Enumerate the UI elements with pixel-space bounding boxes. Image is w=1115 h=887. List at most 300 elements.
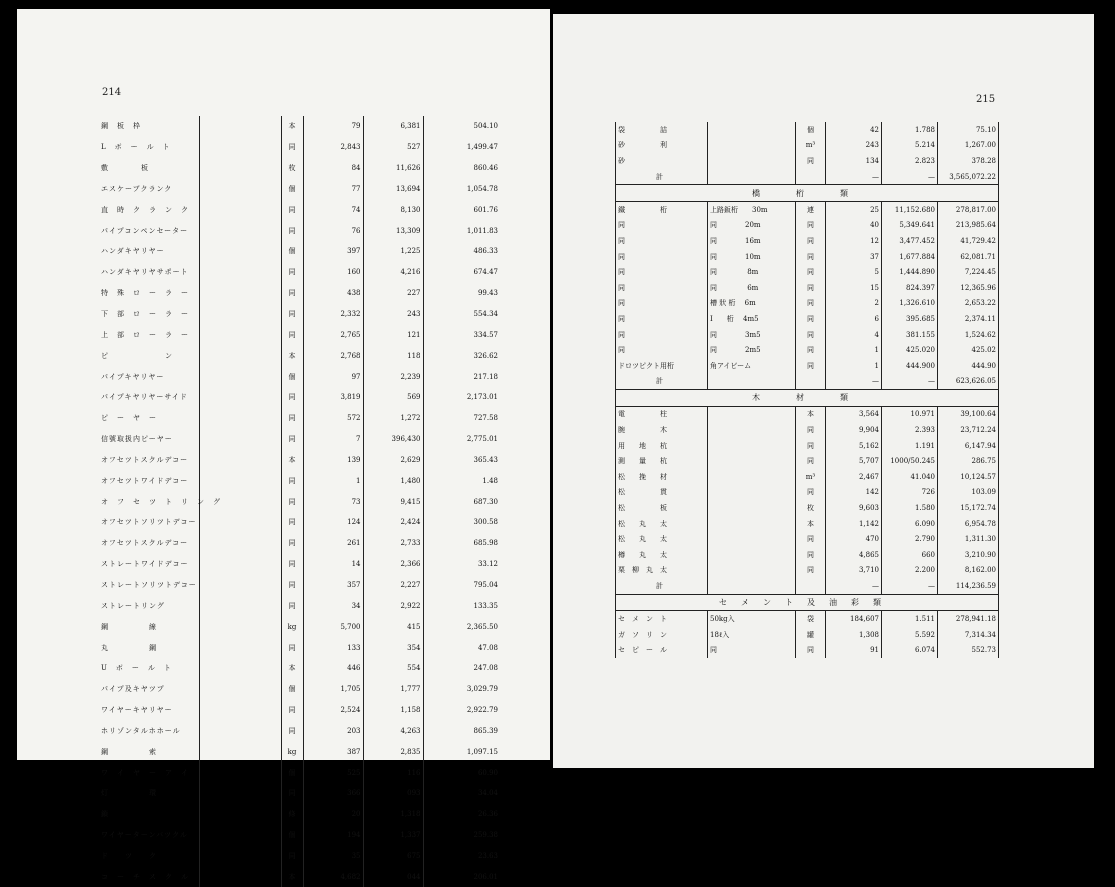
item-name: オフセツトワイドデコー [99, 470, 199, 491]
quantity: 438 [303, 283, 363, 304]
amount: 795.04 [423, 575, 500, 596]
section-header: 橋 桁 類 [616, 185, 999, 202]
quantity: 1,705 [303, 679, 363, 700]
unit: 個 [796, 122, 826, 138]
unit: 同 [796, 327, 826, 343]
unit-price: 444.900 [882, 358, 938, 374]
table-row [99, 512, 500, 533]
item-name: 上 部 ロ ー ラ ー [99, 324, 199, 345]
unit: 同 [281, 554, 303, 575]
unit-price: 6,381 [363, 116, 423, 137]
item-name: 同 [616, 342, 708, 358]
quantity: 142 [826, 485, 882, 501]
amount: 133.35 [423, 595, 500, 616]
item-name: 電 柱 [616, 406, 708, 422]
quantity: 37 [826, 249, 882, 265]
unit-price: 41.040 [882, 469, 938, 485]
amount: 1,054.78 [423, 179, 500, 200]
unit: 本 [281, 345, 303, 366]
spec [708, 169, 796, 185]
item-name: ピ ー ヤ ー [99, 408, 199, 429]
unit-price: 2,239 [363, 366, 423, 387]
table-row [616, 563, 999, 579]
spacer-cell [199, 783, 281, 804]
unit-price: 1,272 [363, 408, 423, 429]
item-name: 砂 利 [616, 138, 708, 154]
quantity: 3,710 [826, 563, 882, 579]
spec [708, 153, 796, 169]
amount: 7,224.45 [938, 264, 999, 280]
spec: 同 10m [708, 249, 796, 265]
unit: 個 [281, 679, 303, 700]
amount: 60.90 [423, 762, 500, 783]
table-row [99, 866, 500, 887]
item-name: 松 丸 太 [616, 516, 708, 532]
table-row [616, 249, 999, 265]
unit: 同 [281, 220, 303, 241]
amount: 10,124.57 [938, 469, 999, 485]
spacer-cell [199, 637, 281, 658]
quantity: 4,682 [303, 866, 363, 887]
unit-price: 1,225 [363, 241, 423, 262]
table-row [99, 158, 500, 179]
unit-price: 395.685 [882, 311, 938, 327]
amount: 247.08 [423, 658, 500, 679]
spacer-cell [199, 866, 281, 887]
unit-price: 675 [363, 846, 423, 867]
table-row [99, 408, 500, 429]
quantity: — [826, 374, 882, 390]
spec: I 桁 4m5 [708, 311, 796, 327]
spacer-cell [199, 304, 281, 325]
unit-price: 1,444.890 [882, 264, 938, 280]
item-name: セ メ ン ト [616, 611, 708, 627]
unit: 連 [796, 201, 826, 217]
spec [708, 453, 796, 469]
amount: 865.39 [423, 720, 500, 741]
unit-price: 9,415 [363, 491, 423, 512]
amount: 15,172.74 [938, 500, 999, 516]
item-name: オフセツトスクルデコー [99, 533, 199, 554]
spacer-cell [199, 450, 281, 471]
total-row [616, 578, 999, 594]
unit: 同 [796, 485, 826, 501]
amount: 114,236.59 [938, 578, 999, 594]
unit: 同 [281, 429, 303, 450]
quantity: 133 [303, 637, 363, 658]
spec: 同 [708, 643, 796, 659]
unit-price: 1.788 [882, 122, 938, 138]
amount: 62,081.71 [938, 249, 999, 265]
item-name: パイプ及キヤツプ [99, 679, 199, 700]
unit-price: 1,326.610 [882, 296, 938, 312]
unit-price: 5.214 [882, 138, 938, 154]
unit: 同 [281, 700, 303, 721]
quantity: 77 [303, 179, 363, 200]
table-row [616, 358, 999, 374]
unit [796, 374, 826, 390]
unit: 枚 [796, 500, 826, 516]
amount: 2,775.01 [423, 429, 500, 450]
unit [796, 578, 826, 594]
spec [708, 374, 796, 390]
quantity: 134 [826, 153, 882, 169]
total-label: 計 [616, 578, 708, 594]
unit-price: 1,337 [363, 825, 423, 846]
spacer-cell [199, 658, 281, 679]
table-row [99, 324, 500, 345]
unit: 同 [796, 422, 826, 438]
unit: 同 [796, 249, 826, 265]
unit: 本 [281, 116, 303, 137]
item-name: ハンダキヤリヤサポート [99, 262, 199, 283]
item-name: 腕 木 [616, 422, 708, 438]
quantity: 2,765 [303, 324, 363, 345]
table-row [616, 547, 999, 563]
spec: 同 6m [708, 280, 796, 296]
table-row [99, 199, 500, 220]
amount: 7,314.34 [938, 627, 999, 643]
unit: 同 [281, 199, 303, 220]
item-name: 同 [616, 264, 708, 280]
quantity: 124 [303, 512, 363, 533]
table-row [99, 741, 500, 762]
item-name: 鎖 [99, 804, 199, 825]
table-row [616, 453, 999, 469]
quantity: — [826, 578, 882, 594]
quantity: 397 [303, 241, 363, 262]
unit-price: 1,480 [363, 470, 423, 491]
item-name: ストレートソリツトデコー [99, 575, 199, 596]
table-row [99, 262, 500, 283]
quantity: 3,819 [303, 387, 363, 408]
amount: 444.90 [938, 358, 999, 374]
item-name: 用 地 杭 [616, 438, 708, 454]
amount: 26.36 [423, 804, 500, 825]
unit-price: 116 [363, 762, 423, 783]
quantity: 2,467 [826, 469, 882, 485]
quantity: 261 [303, 533, 363, 554]
unit: 同 [281, 324, 303, 345]
unit: 同 [796, 311, 826, 327]
amount: 1,311.30 [938, 531, 999, 547]
table-row [99, 387, 500, 408]
spacer-cell [199, 324, 281, 345]
quantity: 20 [303, 804, 363, 825]
quantity: 2,768 [303, 345, 363, 366]
unit: 個 [281, 366, 303, 387]
unit-price: 1,677.884 [882, 249, 938, 265]
spacer-cell [199, 137, 281, 158]
unit: 個 [281, 179, 303, 200]
amount: 687.30 [423, 491, 500, 512]
item-name: セ ピ ー ル [616, 643, 708, 659]
total-label: 計 [616, 374, 708, 390]
amount: 2,922.79 [423, 700, 500, 721]
spacer-cell [199, 199, 281, 220]
unit: 本 [281, 866, 303, 887]
amount: 75.10 [938, 122, 999, 138]
spacer-cell [199, 595, 281, 616]
quantity: 9,904 [826, 422, 882, 438]
table-row [616, 153, 999, 169]
spacer-cell [199, 220, 281, 241]
item-name: 灯 環 [99, 783, 199, 804]
unit-price: 1,158 [363, 700, 423, 721]
spacer-cell [199, 804, 281, 825]
quantity: 1,142 [826, 516, 882, 532]
table-row [99, 658, 500, 679]
left-materials-table [99, 116, 500, 887]
item-name: ストレートワイドデコー [99, 554, 199, 575]
spacer-cell [199, 533, 281, 554]
amount: 1,267.00 [938, 138, 999, 154]
item-name: ハンダキヤリヤー [99, 241, 199, 262]
item-name: ワイヤーターンバツクル [99, 825, 199, 846]
spacer-cell [199, 700, 281, 721]
spacer-cell [199, 262, 281, 283]
unit: 個 [281, 241, 303, 262]
quantity: 79 [303, 116, 363, 137]
item-name: コ ー チ ス ク ル [99, 866, 199, 887]
item-name: 同 [616, 327, 708, 343]
amount: 278,817.00 [938, 201, 999, 217]
spacer-cell [199, 825, 281, 846]
amount: 1,524.62 [938, 327, 999, 343]
unit: 同 [796, 531, 826, 547]
spacer-cell [199, 846, 281, 867]
unit [796, 169, 826, 185]
table-row [616, 296, 999, 312]
quantity: 5,162 [826, 438, 882, 454]
item-name: 同 [616, 311, 708, 327]
amount: 378.28 [938, 153, 999, 169]
table-row [616, 422, 999, 438]
amount: 259.38 [423, 825, 500, 846]
unit: 本 [281, 658, 303, 679]
spec [708, 438, 796, 454]
item-name: 栗 柳 丸 太 [616, 563, 708, 579]
unit: 同 [796, 643, 826, 659]
table-row [99, 554, 500, 575]
spec [708, 531, 796, 547]
item-name: 特 殊 ロ ー ラ ー [99, 283, 199, 304]
quantity: 366 [303, 783, 363, 804]
unit-price: — [882, 374, 938, 390]
item-name: エスケーブクランク [99, 179, 199, 200]
unit: m³ [796, 469, 826, 485]
amount: 278,941.18 [938, 611, 999, 627]
amount: 504.10 [423, 116, 500, 137]
amount: 1,499.47 [423, 137, 500, 158]
unit: 本 [796, 516, 826, 532]
unit-price: 093 [363, 783, 423, 804]
quantity: 76 [303, 220, 363, 241]
table-row [99, 470, 500, 491]
quantity: 446 [303, 658, 363, 679]
quantity: 387 [303, 741, 363, 762]
table-row [99, 366, 500, 387]
quantity: 9,603 [826, 500, 882, 516]
spacer-cell [199, 762, 281, 783]
table-row [616, 280, 999, 296]
amount: 2,365.50 [423, 616, 500, 637]
quantity: 2,332 [303, 304, 363, 325]
spec: 同 3m5 [708, 327, 796, 343]
unit-price: 3,477.452 [882, 233, 938, 249]
table-row [616, 264, 999, 280]
total-row [616, 169, 999, 185]
spacer-cell [199, 179, 281, 200]
item-name: 砂 [616, 153, 708, 169]
item-name: 下 部 ロ ー ラ ー [99, 304, 199, 325]
unit-price: 1,777 [363, 679, 423, 700]
item-name: 直 時 ク ラ ン ク [99, 199, 199, 220]
item-name: 同 [616, 280, 708, 296]
amount: 3,029.79 [423, 679, 500, 700]
amount: 2,653.22 [938, 296, 999, 312]
item-name: L ボ ー ル ト [99, 137, 199, 158]
item-name: 信號取扱内ピーヤー [99, 429, 199, 450]
unit-price: 6.090 [882, 516, 938, 532]
table-row [616, 233, 999, 249]
amount: 47.08 [423, 637, 500, 658]
unit-price: 4,216 [363, 262, 423, 283]
item-name: パイプコンペンセーター [99, 220, 199, 241]
unit-price: 2,835 [363, 741, 423, 762]
unit-price: 415 [363, 616, 423, 637]
amount: 727.58 [423, 408, 500, 429]
table-row [99, 637, 500, 658]
spec [708, 547, 796, 563]
unit: 本 [281, 450, 303, 471]
unit-price: 044 [363, 866, 423, 887]
spec: 槽 狀 桁 6m [708, 296, 796, 312]
unit: 同 [281, 533, 303, 554]
table-row [99, 783, 500, 804]
quantity: 12 [826, 233, 882, 249]
quantity: 1 [826, 342, 882, 358]
amount: 23.63 [423, 846, 500, 867]
section-header-row [616, 594, 999, 611]
unit-price: 2,366 [363, 554, 423, 575]
item-name: 鋼 線 [99, 616, 199, 637]
table-row [99, 846, 500, 867]
item-name: 松 貫 [616, 485, 708, 501]
left-page [17, 9, 550, 881]
unit: 同 [281, 262, 303, 283]
table-row [99, 595, 500, 616]
table-row [616, 438, 999, 454]
unit-price: — [882, 578, 938, 594]
table-row [616, 611, 999, 627]
right-materials-table [615, 122, 999, 658]
spacer-cell [199, 616, 281, 637]
quantity: — [826, 169, 882, 185]
table-row [99, 533, 500, 554]
spec [708, 469, 796, 485]
table-row [99, 720, 500, 741]
amount: 217.18 [423, 366, 500, 387]
unit-price: 569 [363, 387, 423, 408]
quantity: 1 [303, 470, 363, 491]
amount: 1.48 [423, 470, 500, 491]
table-row [99, 137, 500, 158]
item-name: 松 丸 太 [616, 531, 708, 547]
unit-price: 1,318 [363, 804, 423, 825]
amount: 3,565,072.22 [938, 169, 999, 185]
table-row [616, 406, 999, 422]
spec [708, 422, 796, 438]
table-row [616, 218, 999, 234]
quantity: 203 [303, 720, 363, 741]
table-row [99, 179, 500, 200]
unit-price: 2,733 [363, 533, 423, 554]
unit-price: 354 [363, 637, 423, 658]
unit-price: 11,626 [363, 158, 423, 179]
quantity: 35 [303, 846, 363, 867]
spec [708, 122, 796, 138]
quantity: 3,564 [826, 406, 882, 422]
unit-price: 554 [363, 658, 423, 679]
item-name: 同 [616, 218, 708, 234]
unit-price: 243 [363, 304, 423, 325]
table-row [99, 825, 500, 846]
quantity: 25 [826, 201, 882, 217]
unit-price: 1.191 [882, 438, 938, 454]
right-page [553, 14, 1094, 768]
quantity: 160 [303, 262, 363, 283]
spec: 上路鈑桁 30m [708, 201, 796, 217]
quantity: 1,308 [826, 627, 882, 643]
spec [708, 485, 796, 501]
amount: 674.47 [423, 262, 500, 283]
table-row [616, 531, 999, 547]
quantity: 14 [303, 554, 363, 575]
table-row [616, 500, 999, 516]
amount: 2,374.11 [938, 311, 999, 327]
unit: 個 [281, 825, 303, 846]
item-name: 同 [616, 296, 708, 312]
amount: 334.57 [423, 324, 500, 345]
unit-price: 13,309 [363, 220, 423, 241]
unit-price: 5,349.641 [882, 218, 938, 234]
item-name: ド ツ ク [99, 846, 199, 867]
spec: 同 20m [708, 218, 796, 234]
total-label: 計 [616, 169, 708, 185]
table-row [99, 700, 500, 721]
unit-price: 660 [882, 547, 938, 563]
unit: 同 [796, 438, 826, 454]
unit-price: 4,263 [363, 720, 423, 741]
unit-price: 527 [363, 137, 423, 158]
unit-price: 121 [363, 324, 423, 345]
spacer-cell [199, 158, 281, 179]
total-row [616, 374, 999, 390]
unit-price: 2,227 [363, 575, 423, 596]
amount: 6,147.94 [938, 438, 999, 454]
spec: 18ℓ入 [708, 627, 796, 643]
table-row [99, 804, 500, 825]
right-page-number: 215 [976, 94, 996, 105]
quantity: 7 [303, 429, 363, 450]
table-row [99, 762, 500, 783]
item-name: ピ ン [99, 345, 199, 366]
unit: m³ [796, 138, 826, 154]
unit: 同 [281, 283, 303, 304]
unit: kg [281, 616, 303, 637]
table-row [616, 469, 999, 485]
